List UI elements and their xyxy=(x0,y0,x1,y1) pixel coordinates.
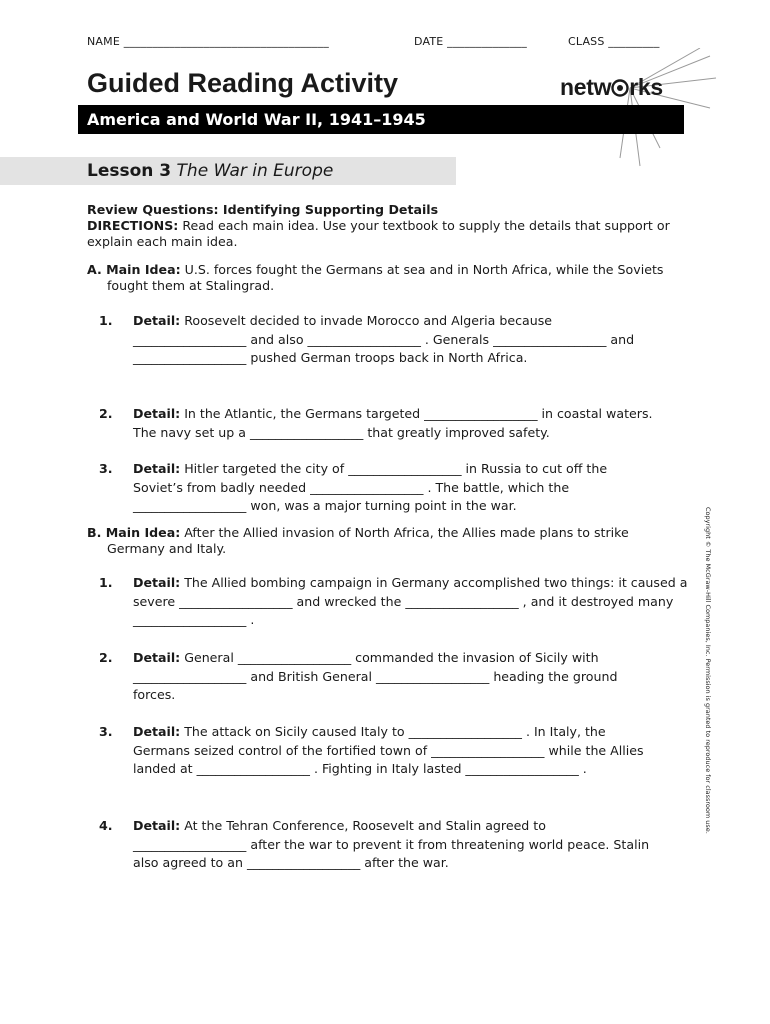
chapter-bar xyxy=(78,105,684,134)
detail-a1 xyxy=(99,312,659,368)
detail-b2 xyxy=(99,649,659,705)
logo-text-end: rks xyxy=(629,74,663,100)
detail-b3 xyxy=(99,723,659,779)
detail-a2 xyxy=(99,405,659,442)
detail-label: Detail: xyxy=(133,724,181,739)
detail-body xyxy=(133,460,653,516)
detail-number: 1. xyxy=(99,575,113,590)
detail-text[interactable]: At the Tehran Conference, Roosevelt and Stalin agreed to __________________ after the war to prevent it from threatening world peace. Stalin also agreed to an __________________ after the war. xyxy=(133,818,650,870)
directions-label: DIRECTIONS: xyxy=(87,218,179,233)
detail-text[interactable]: General __________________ commanded the invasion of Sicily with __________________ and British General __________________ heading the ground forces. xyxy=(133,650,618,702)
detail-number: 1. xyxy=(99,313,113,328)
detail-number: 4. xyxy=(99,818,113,833)
date-blank[interactable]: ______________ xyxy=(447,35,527,48)
detail-number: 3. xyxy=(99,724,113,739)
date-label: DATE xyxy=(414,35,444,48)
detail-body xyxy=(133,405,653,442)
detail-label: Detail: xyxy=(133,406,181,421)
detail-text[interactable]: Hitler targeted the city of __________________ in Russia to cut off the Soviet’s from badly needed __________________ . The battle, which the __________________ won, was a major turning point in the war. xyxy=(133,461,608,513)
detail-body xyxy=(133,574,689,630)
detail-label: Detail: xyxy=(133,818,181,833)
main-idea-a-text: U.S. forces fought the Germans at sea and in North Africa, while the Soviets fought them at Stalingrad. xyxy=(107,262,664,293)
detail-text[interactable]: Roosevelt decided to invade Morocco and Algeria because __________________ and also __________________ . Generals __________________ and __________________ pushed German troops back in North Africa. xyxy=(133,313,635,365)
name-label: NAME xyxy=(87,35,120,48)
copyright-notice: Copyright © The McGraw-Hill Companies, Inc. Permission is granted to reproduce for classroom use. xyxy=(704,507,712,834)
detail-body xyxy=(133,312,659,368)
class-line xyxy=(568,35,660,48)
directions-text: Read each main idea. Use your textbook to supply the details that support or explain each main idea. xyxy=(87,218,670,249)
chapter-title: America and World War II, 1941–1945 xyxy=(87,110,426,129)
main-idea-a-label: A. Main Idea: xyxy=(87,262,181,277)
main-idea-b-label: B. Main Idea: xyxy=(87,525,181,540)
date-line xyxy=(414,35,527,48)
detail-label: Detail: xyxy=(133,313,181,328)
detail-body xyxy=(133,649,653,705)
target-icon xyxy=(611,79,629,97)
detail-text[interactable]: The attack on Sicily caused Italy to __________________ . In Italy, the Germans seized control of the fortified town of __________________ while the Allies landed at __________________ . Fighting in Italy lasted __________________ . xyxy=(133,724,644,776)
name-blank[interactable]: ____________________________________ xyxy=(123,35,329,48)
detail-label: Detail: xyxy=(133,575,181,590)
main-idea-b-text: After the Allied invasion of North Africa, the Allies made plans to strike Germany and Italy. xyxy=(107,525,629,556)
page-title: Guided Reading Activity xyxy=(87,68,399,98)
lesson-number: Lesson 3 xyxy=(87,161,172,181)
detail-b1 xyxy=(99,574,689,630)
detail-number: 2. xyxy=(99,650,113,665)
detail-label: Detail: xyxy=(133,461,181,476)
detail-text[interactable]: The Allied bombing campaign in Germany accomplished two things: it caused a severe __________________ and wrecked the __________________ , and it destroyed many __________________ . xyxy=(133,575,688,627)
detail-text[interactable]: In the Atlantic, the Germans targeted __________________ in coastal waters. The navy set up a __________________ that greatly improved safety. xyxy=(133,406,653,440)
main-idea-b xyxy=(87,525,667,557)
lesson-name: The War in Europe xyxy=(176,161,334,181)
lesson-bar xyxy=(0,157,456,185)
name-line xyxy=(87,35,329,48)
detail-label: Detail: xyxy=(133,650,181,665)
class-blank[interactable]: _________ xyxy=(608,35,660,48)
detail-body xyxy=(133,817,653,873)
class-label: CLASS xyxy=(568,35,605,48)
detail-body xyxy=(133,723,653,779)
detail-b4 xyxy=(99,817,659,873)
review-heading: Review Questions: Identifying Supporting Details xyxy=(87,202,439,217)
detail-a3 xyxy=(99,460,659,516)
logo-text-start: netw xyxy=(560,74,612,100)
networks-logo xyxy=(560,74,663,101)
directions xyxy=(87,218,687,250)
detail-number: 2. xyxy=(99,406,113,421)
main-idea-a xyxy=(87,262,687,294)
detail-number: 3. xyxy=(99,461,113,476)
